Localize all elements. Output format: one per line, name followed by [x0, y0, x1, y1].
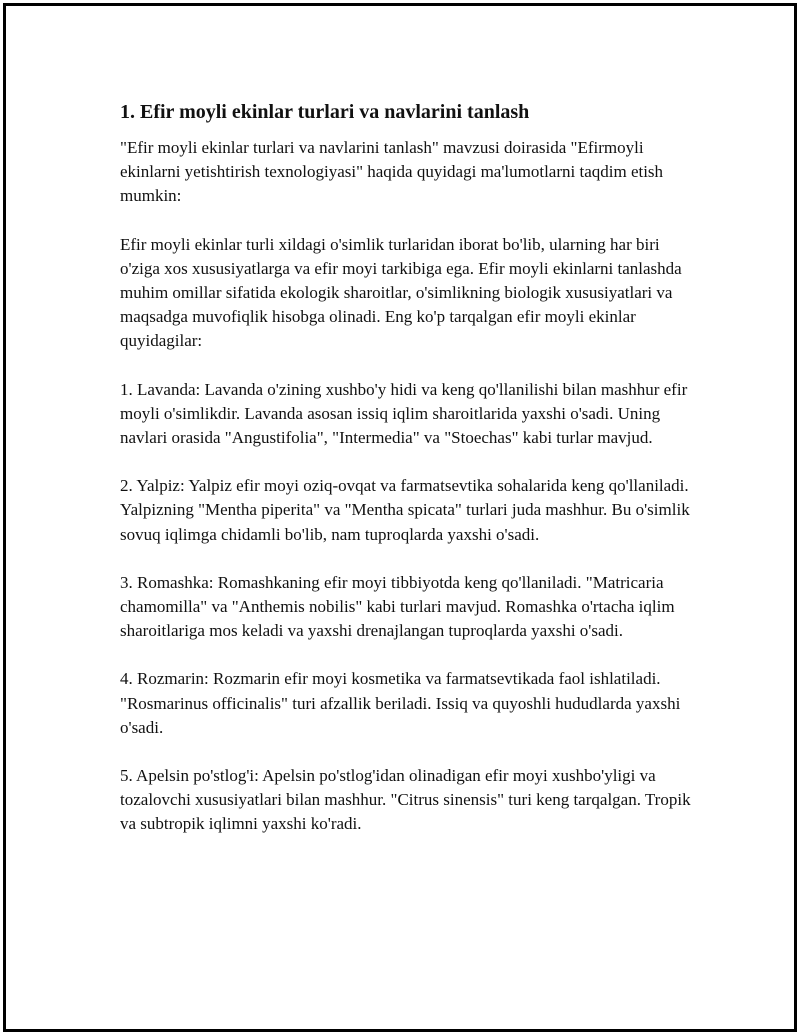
lavanda-paragraph: 1. Lavanda: Lavanda o'zining xushbo'y hidi va keng qo'llanilishi bilan mashhur efir moyli o'simlikdir. Lavanda asosan issiq iqlim sharoitlarida yaxshi o'sadi. Uning navlari orasida "Angustifolia", "Intermedia" va "Stoechas" kabi turlar mavjud. [120, 379, 688, 448]
apelsin-paragraph: 5. Apelsin po'stlog'i: Apelsin po'stlog'idan olinadigan efir moyi xushbo'yligi va tozalovchi xususiyatlari bilan mashhur. "Citrus sinensis" turi keng tarqalgan. Tropik va subtropik iqlimni yaxshi ko'radi. [120, 766, 691, 834]
document-title: 1. Efir moyli ekinlar turlari va navlarini tanlash [120, 101, 530, 123]
rozmarin-paragraph: 4. Rozmarin: Rozmarin efir moyi kosmetika va farmatsevtikada faol ishlatiladi. "Rosmarinus officinalis" turi afzallik beriladi. Issiq va quyoshli hududlarda yaxshi o'sadi. [120, 669, 681, 737]
page-frame [3, 3, 797, 1032]
yalpiz-paragraph: 2. Yalpiz: Yalpiz efir moyi oziq-ovqat va farmatsevtika sohalarida keng qo'llaniladi. Yalpizning "Mentha piperita" va "Mentha spicata" turlari juda mashhur. Bu o'simlik sovuq iqlimga chidamli bo'lib, nam tuproqlarda yaxshi o'sadi. [120, 476, 690, 544]
intro-paragraph: "Efir moyli ekinlar turlari va navlarini tanlash" mavzusi doirasida "Efirmoyli ekinlarni yetishtirish texnologiyasi" haqida quyidagi ma'lumotlarni taqdim etish mumkin: [120, 138, 664, 206]
document-body [120, 99, 695, 861]
overview-paragraph: Efir moyli ekinlar turli xildagi o'simlik turlaridan iborat bo'lib, ularning har biri o'ziga xos xususiyatlarga va efir moyi tarkibiga ega. Efir moyli ekinlarni tanlashda muhim omillar sifatida ekologik sharoitlar, o'simlikning biologik xususiyatlari va maqsadga muvofiqlik hisobga olinadi. Eng ko'p tarqalgan efir moyli ekinlar quyidagilar: [120, 234, 682, 351]
romashka-paragraph: 3. Romashka: Romashkaning efir moyi tibbiyotda keng qo'llaniladi. "Matricaria chamomilla" va "Anthemis nobilis" kabi turlari mavjud. Romashka o'rtacha iqlim sharoitlariga mos keladi va yaxshi drenajlangan tuproqlarda yaxshi o'sadi. [120, 572, 675, 641]
